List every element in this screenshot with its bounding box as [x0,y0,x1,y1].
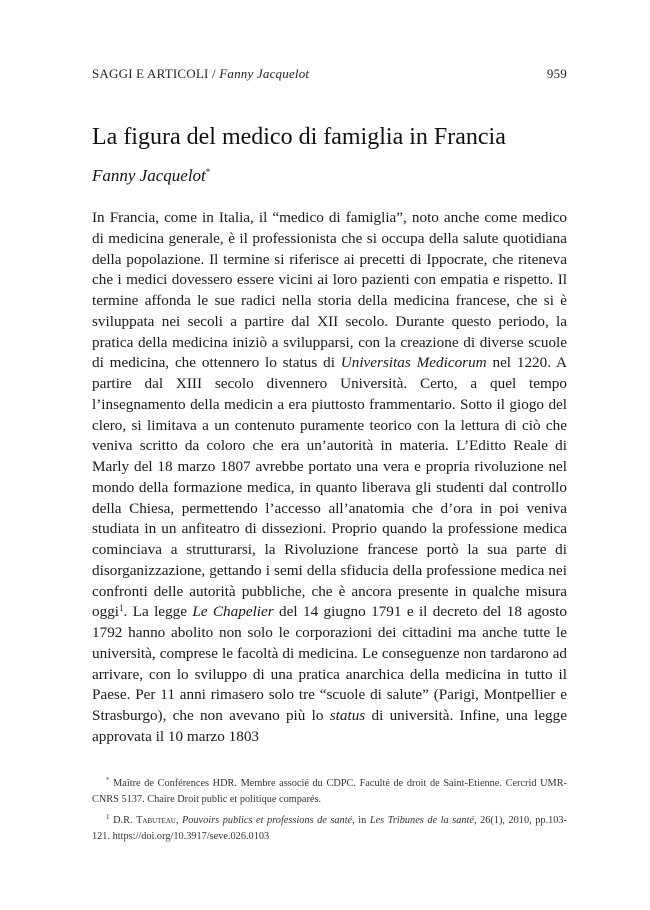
body-emphasis-universitas: Universitas Medicorum [340,354,487,372]
header-section-label: SAGGI E ARTICOLI / [92,66,220,81]
header-section [92,66,309,82]
footnote-star [92,776,567,808]
footnote-1 [92,813,567,845]
article-title: La figura del medico di famiglia in Francia [92,124,506,150]
body-paragraph [92,208,567,748]
page-number: 959 [546,66,567,81]
footnote-ref-1[interactable]: 1 [119,603,124,614]
body-emphasis-status: status [329,707,366,724]
running-header [92,66,567,82]
body-text-3: . La legge [123,603,193,621]
footnote-1-mid: , in [352,815,370,826]
body-text-4: del 14 giugno 1791 e il decreto del 18 agosto 1792 hanno abolito non solo le corporazioni dei cittadini ma anche tutte le università, comprese le facoltà di medicina. Le conseguenze non tardarono ad arrivare, con lo sviluppo di una pratica anarchica della medicina in tutto il Paese. Per 11 anni rimasero solo tre “scuole di salute” (Parigi, Montpellier e Strasburgo), che non avevano più lo [92,603,567,724]
header-author: Fanny Jacquelot [219,66,310,81]
footnote-star-text: Maître de Conférences HDR. Membre associé du CDPC. Faculté de droit de Saint-Etienne. Cercrid UMR-CNRS 5137. Chaire Droit public et politique comparés. [92,778,567,805]
body-text-1: In Francia, come in Italia, il “medico di famiglia”, noto anche come medico di medicina generale, è il professionista che si occupa della salute quotidiana della popolazione. Il termine si riferisce ai precetti di Ippocrate, che riteneva che i medici dovessero essere vicini ai loro pazienti con empatia e rispetto. Il termine affonda le sue radici nella storia della medicina francese, che si è sviluppata nei secoli a partire dal XII secolo. Durante questo periodo, la pratica della medicina iniziò a svilupparsi, con la creazione di diverse scuole di medicina, che ottennero lo status di [92,209,567,372]
footnote-1-author: D.R. Tabuteau, [109,815,182,826]
footnote-1-journal: Les Tribunes de la santé [369,815,474,826]
footnote-1-mark: 1 [106,813,110,821]
author-name: Fanny Jacquelot [92,166,206,185]
article-author [92,166,210,186]
footnote-1-title: Pouvoirs publics et professions de santé [181,815,353,826]
footnote-1-rest: , 26(1), 2010, pp.103-121. https://doi.org/10.3917/seve.026.0103 [92,815,567,842]
body-text-5: di università. Infine, una legge approvata il 10 marzo 1803 [92,707,567,745]
footnote-star-mark: * [106,776,110,784]
body-text-2: nel 1220. A partire dal XIII secolo divennero Università. Certo, a quel tempo l’insegnamento della medicin a era piuttosto frammentario. Sotto il giogo del clero, si limitava a un contenuto puramente teorico con la lettura di ciò che veniva scritto da coloro che era un’autorità in materia. L’Editto Reale di Marly del 18 marzo 1807 avrebbe portato una vera e propria rivoluzione nel mondo della formazione medica, in quanto liberava gli studenti dal controllo della Chiesa, permettendo l’accesso all’anatomia che d’ora in poi veniva studiata in un anfiteatro di dissezioni. Proprio quando la professione medica cominciava a strutturarsi, la Rivoluzione francese portò la sua parte di disorganizzazione, gettando i semi della sfiducia della professione medica nei confronti delle autorità pubbliche, che è ancora presente in qualche misura oggi [92,354,567,621]
body-emphasis-chapelier: Le Chapelier [192,603,274,621]
author-note-marker[interactable]: * [205,167,211,177]
footnotes [92,776,567,850]
